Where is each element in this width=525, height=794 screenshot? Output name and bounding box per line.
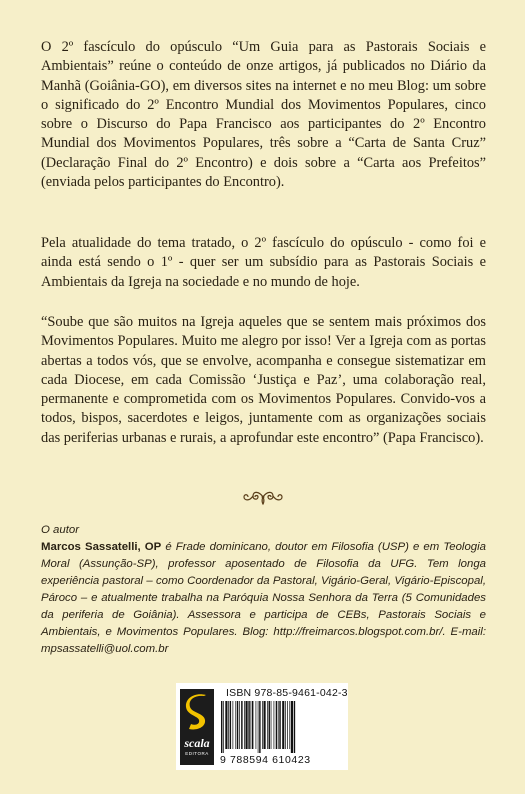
barcode-bar <box>237 701 238 749</box>
barcode-bar <box>267 701 268 749</box>
barcode-bar <box>256 701 257 749</box>
barcode-bar <box>278 701 279 749</box>
author-section <box>41 522 486 658</box>
barcode-bar <box>241 701 242 749</box>
barcode-bar <box>223 701 224 753</box>
quote-paragraph: “Soube que são muitos na Igreja aqueles que se sentem mais próximos dos Movimentos Populares. Muito me alegro por isso! Ver a Igreja com as portas abertas a todos vós, que se envolve, acompanha e consegue sistematizar em cada Diocese, em cada Comissão ‘Justiça e Paz’, uma colaboração real, permanente e comprometida com os Movimentos Populares. Convido-vos a todos, bispos, sacerdotes e leigos, juntamente com as organizações sociais das periferias urbanas e rurais, a aprofundar este encontro” (Papa Francisco). <box>41 314 486 446</box>
barcode-bar <box>239 701 240 749</box>
barcode-bar <box>282 701 284 749</box>
barcode-bars <box>220 701 344 753</box>
publisher-name: scala <box>184 736 210 750</box>
barcode-bar <box>228 701 229 749</box>
barcode-bar <box>274 701 275 749</box>
barcode-panel <box>176 683 348 770</box>
barcode-bar <box>289 701 290 749</box>
author-name: Marcos Sassatelli, OP <box>41 541 162 553</box>
barcode-bar <box>258 701 259 753</box>
barcode-bar <box>291 701 293 753</box>
barcode-bar <box>252 701 253 749</box>
barcode-bar <box>235 701 236 749</box>
barcode-bar <box>262 701 263 749</box>
scala-s-logo-icon <box>184 693 210 733</box>
purpose-paragraph: Pela atualidade do tema tratado, o 2º fascículo do opúsculo - como foi e ainda está sendo o 1º - quer ser um subsídio para as Pastorais Sociais e Ambientais da Igreja na sociedade e no mundo de hoje. <box>41 235 486 290</box>
scroll-divider-icon <box>241 488 285 506</box>
barcode-bar <box>251 701 252 749</box>
publisher-logo <box>180 689 214 765</box>
barcode-bar <box>245 701 247 749</box>
barcode-bar <box>285 701 286 749</box>
isbn-label: ISBN 978-85-9461-042-3 <box>226 687 348 699</box>
barcode-bar <box>230 701 231 749</box>
author-bio: é Frade dominicano, doutor em Filosofia (USP) e em Teologia Moral (Assunção-SP), professor aposentado de Filosofia da UFG. Tem longa experiência pastoral – como Coordenador da Pastoral, Vigário-Geral, Vigário-Episcopal, Pároco – e atualmente trabalha na Paróquia Nossa Senhora da Terra (5 Comunidades da periferia de Goiânia). Assessora e participa de CEBs, Pastorais Sociais e Ambientais, e Movimentos Populares. Blog: http://freimarcos.blogspot.com.br/. E-mail: mpsassatelli@uol.com.br <box>41 541 486 655</box>
barcode-digits: 9 788594 610423 <box>220 754 311 766</box>
intro-paragraph: O 2º fascículo do opúsculo “Um Guia para as Pastorais Sociais e Ambientais” reúne o conteúdo de onze artigos, já publicados no Diário da Manhã (Goiânia-GO), em diversos sites na internet e no meu Blog: um sobre o significado do 2º Encontro Mundial dos Movimentos Populares, cinco sobre o Discurso do Papa Francisco aos participantes do 2º Encontro Mundial dos Movimentos Populares, três sobre a “Carta de Santa Cruz” (Declaração Final do 2º Encontro) e dois sobre a “Carta aos Prefeitos” (enviada pelos participantes do Encontro). <box>41 39 486 191</box>
barcode-bar <box>248 701 249 749</box>
barcode-bar <box>279 701 280 749</box>
barcode-bar <box>225 701 227 749</box>
barcode-bar <box>259 701 260 753</box>
barcode-bar <box>263 701 265 749</box>
barcode-bar <box>276 701 277 749</box>
barcode-bar <box>233 701 234 749</box>
barcode-bar <box>287 701 288 749</box>
barcode-bar <box>271 701 272 749</box>
barcode-bar <box>244 701 245 749</box>
author-label: O autor <box>41 524 79 536</box>
barcode-bar <box>294 701 295 753</box>
barcode-bar <box>221 701 222 753</box>
publisher-sub: EDITORA <box>185 751 209 756</box>
barcode-bar <box>269 701 270 749</box>
